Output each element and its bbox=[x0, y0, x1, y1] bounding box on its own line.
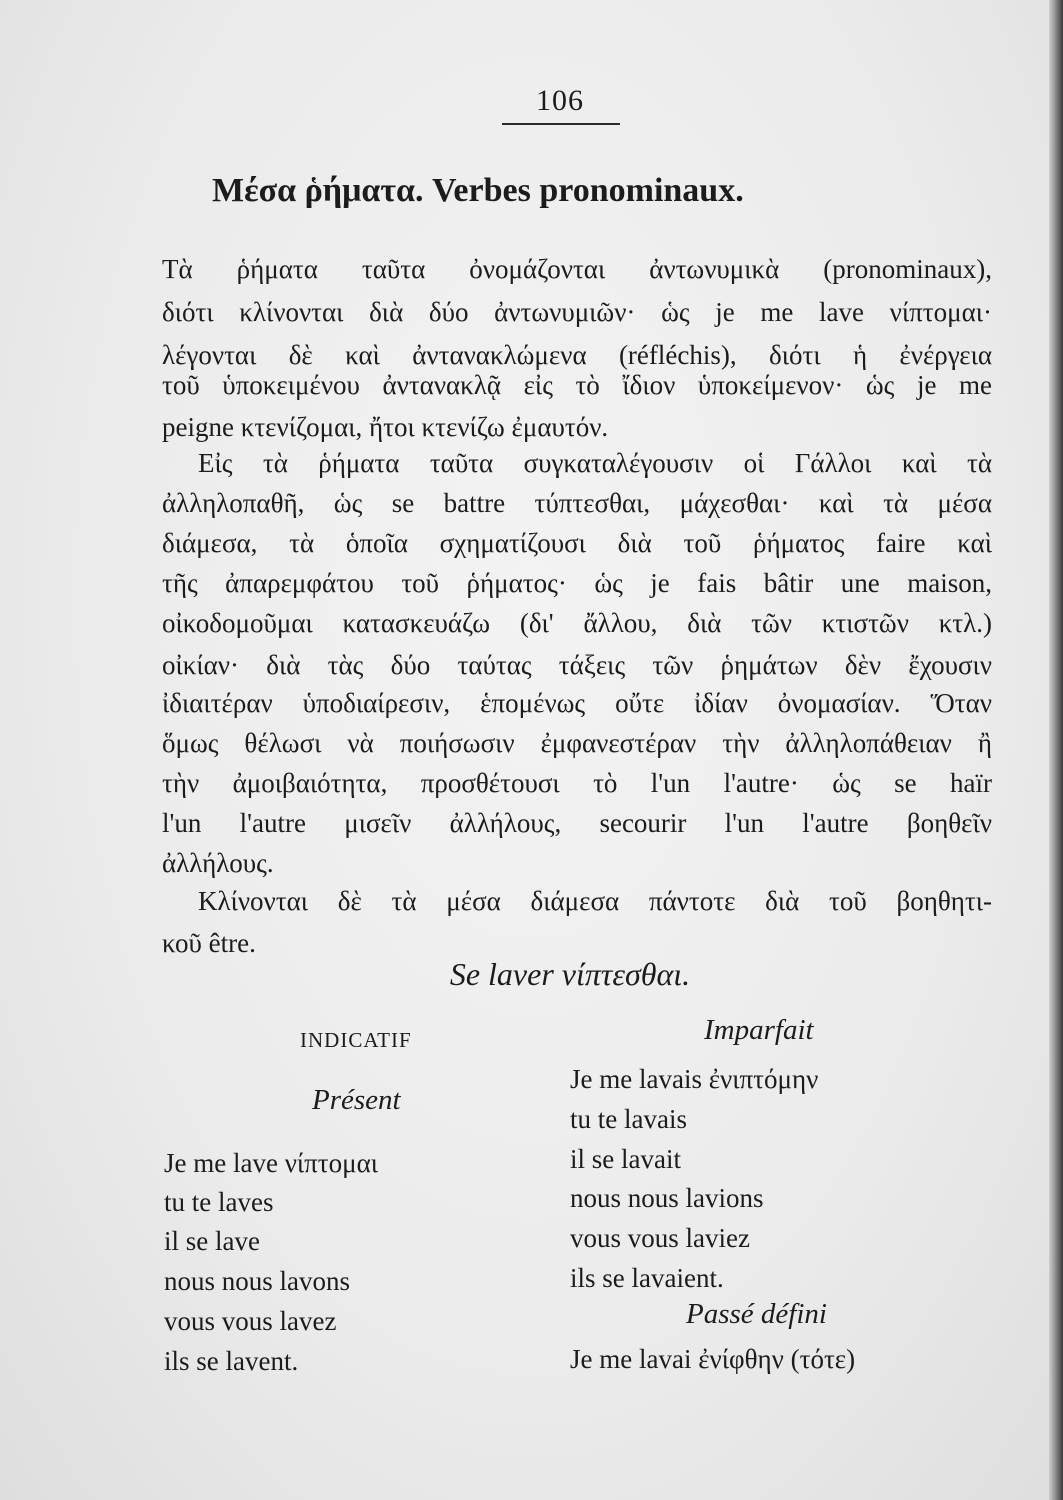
conjugation-form: vous vous laviez bbox=[570, 1223, 750, 1253]
paragraph-line: τὴν ἀμοιβαιότητα, προσθέτουσι τὸ l'un l'autre· ὡς se haïr bbox=[162, 768, 992, 798]
paragraph-line: κοῦ être. bbox=[162, 928, 256, 958]
conjugation-form: nous nous lavions bbox=[570, 1183, 764, 1213]
page-number: 106 bbox=[536, 84, 584, 117]
paragraph-line: διάμεσα, τὰ ὁποῖα σχηματίζουσι διὰ τοῦ ῥήματος faire καὶ bbox=[162, 528, 992, 558]
paragraph-line: τῆς ἀπαρεμφάτου τοῦ ῥήματος· ὡς je fais bâtir une maison, bbox=[162, 568, 992, 598]
tense-label-present: Présent bbox=[312, 1084, 401, 1116]
paragraph-line: ὅμως θέλωσι νὰ ποιήσωσιν ἐμφανεστέραν τὴν ἀλληλοπάθειαν ἢ bbox=[162, 728, 992, 758]
conjugation-form: Je me lavais ἐνιπτόμην bbox=[570, 1064, 819, 1094]
paragraph-line: l'un l'autre μισεῖν ἀλλήλους, secourir l'un l'autre βοηθεῖν bbox=[162, 808, 992, 838]
paragraph-line: τοῦ ὑποκειμένου ἀντανακλᾷ εἰς τὸ ἴδιον ὑποκείμενον· ὡς je me bbox=[162, 370, 992, 400]
paragraph-line: ἰδιαιτέραν ὑποδιαίρεσιν, ἑπομένως οὔτε ἰδίαν ὀνομασίαν. Ὅταν bbox=[162, 688, 992, 718]
conjugation-form: nous nous lavons bbox=[164, 1266, 351, 1296]
mood-label: INDICATIF bbox=[300, 1028, 412, 1052]
paragraph-line: Κλίνονται δὲ τὰ μέσα διάμεσα πάντοτε διὰ τοῦ βοηθητι- bbox=[198, 886, 992, 916]
paragraph-line: ἀλληλοπαθῆ, ὡς se battre τύπτεσθαι, μάχεσθαι· καὶ τὰ μέσα bbox=[162, 488, 992, 518]
conjugation-form: tu te lavais bbox=[570, 1104, 687, 1134]
paragraph-line: λέγονται δὲ καὶ ἀντανακλώμενα (réfléchis), διότι ἡ ἐνέργεια bbox=[162, 340, 992, 370]
conjugation-form: ils se lavent. bbox=[164, 1346, 299, 1376]
paragraph-line: Εἰς τὰ ῥήματα ταῦτα συγκαταλέγουσιν οἱ Γάλλοι καὶ τὰ bbox=[198, 448, 992, 478]
tense-label-passe-defini: Passé défini bbox=[686, 1298, 827, 1330]
paragraph-line: οἰκίαν· διὰ τὰς δύο ταύτας τάξεις τῶν ῥημάτων δὲν ἔχουσιν bbox=[162, 650, 992, 680]
conjugation-form: il se lavait bbox=[570, 1144, 681, 1174]
section-heading: Μέσα ῥήματα. Verbes pronominaux. bbox=[212, 172, 744, 209]
paragraph-line: διότι κλίνονται διὰ δύο ἀντωνυμιῶν· ὡς je me lave νίπτομαι· bbox=[162, 297, 992, 327]
paragraph-line: peigne κτενίζομαι, ἤτοι κτενίζω ἐμαυτόν. bbox=[162, 412, 609, 442]
conjugation-form: Je me lave νίπτομαι bbox=[164, 1148, 379, 1178]
conjugation-form: ils se lavaient. bbox=[570, 1263, 724, 1293]
page-edge-shadow bbox=[1049, 0, 1063, 1500]
paragraph-line: ἀλλήλους. bbox=[162, 848, 274, 878]
tense-label-imparfait: Imparfait bbox=[704, 1014, 814, 1046]
conjugation-form: tu te laves bbox=[164, 1187, 274, 1217]
verb-title: Se laver νίπτεσθαι. bbox=[449, 956, 691, 992]
conjugation-form: vous vous lavez bbox=[164, 1306, 337, 1336]
conjugation-form: il se lave bbox=[164, 1226, 260, 1256]
page-number-rule bbox=[502, 123, 620, 125]
paragraph-line: οἰκοδομοῦμαι κατασκευάζω (δι' ἄλλου, διὰ τῶν κτιστῶν κτλ.) bbox=[162, 608, 992, 638]
conjugation-form: Je me lavai ἐνίφθην (τότε) bbox=[570, 1344, 856, 1374]
paragraph-line: Τὰ ῥήματα ταῦτα ὀνομάζονται ἀντωνυμικὰ (pronominaux), bbox=[162, 254, 992, 284]
